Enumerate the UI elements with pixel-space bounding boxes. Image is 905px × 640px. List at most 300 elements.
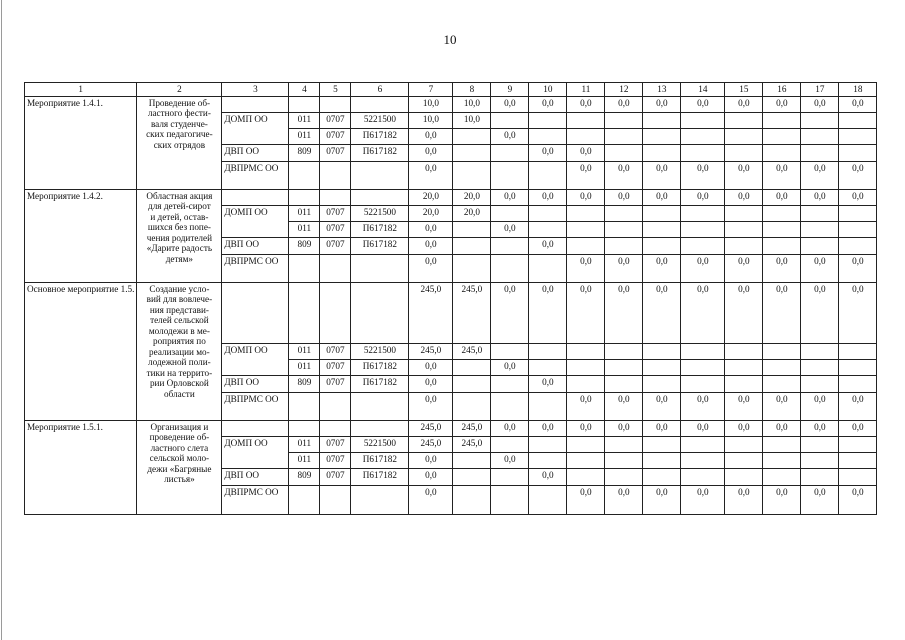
value-cell-c11 (567, 112, 605, 128)
code-cell-c5: 0707 (320, 343, 351, 359)
value-cell-c18 (839, 343, 877, 359)
value-cell-c7: 0,0 (409, 221, 453, 237)
value-cell-c8 (453, 392, 491, 420)
value-cell-c7: 20,0 (409, 205, 453, 221)
value-cell-c13: 0,0 (643, 96, 681, 112)
description-line: дежи «Багряные (147, 463, 212, 474)
description-line: области (164, 388, 195, 399)
value-cell-c17: 0,0 (801, 420, 839, 436)
value-cell-c10: 0,0 (529, 375, 567, 392)
value-cell-c9 (491, 112, 529, 128)
code-cell-c5: 0707 (320, 237, 351, 254)
code-cell-c4: 011 (289, 221, 320, 237)
value-cell-c10 (529, 112, 567, 128)
value-cell-c15: 0,0 (725, 485, 763, 514)
value-cell-c16 (763, 144, 801, 161)
description-line: вий для вовлече- (146, 294, 213, 304)
column-header-2: 2 (137, 83, 222, 97)
value-cell-c16: 0,0 (763, 189, 801, 205)
code-cell-c4: 011 (289, 452, 320, 468)
code-cell-c6 (351, 96, 409, 112)
value-cell-c9 (491, 468, 529, 485)
value-cell-c17 (801, 221, 839, 237)
value-cell-c15 (725, 112, 763, 128)
value-cell-c11: 0,0 (567, 96, 605, 112)
value-cell-c16: 0,0 (763, 254, 801, 282)
executor-cell (222, 189, 289, 205)
executor-cell: ДОМП ОО (222, 205, 289, 237)
executor-cell: ДВП ОО (222, 144, 289, 161)
code-cell-c5: 0707 (320, 144, 351, 161)
value-cell-c9 (491, 254, 529, 282)
column-header-9: 9 (491, 83, 529, 97)
description-line: ния представи- (149, 304, 209, 315)
column-header-15: 15 (725, 83, 763, 97)
value-cell-c9 (491, 392, 529, 420)
value-cell-c14: 0,0 (681, 189, 725, 205)
value-cell-c13: 0,0 (643, 161, 681, 189)
code-cell-c6: П617182 (351, 128, 409, 144)
value-cell-c15: 0,0 (725, 392, 763, 420)
value-cell-c17 (801, 205, 839, 221)
value-cell-c15 (725, 221, 763, 237)
value-cell-c8: 245,0 (453, 282, 491, 343)
code-cell-c6: 5221500 (351, 436, 409, 452)
column-header-12: 12 (605, 83, 643, 97)
value-cell-c14: 0,0 (681, 420, 725, 436)
description-line: листья» (164, 474, 195, 484)
value-cell-c12 (605, 452, 643, 468)
value-cell-c13: 0,0 (643, 392, 681, 420)
measure-id-text: Основное мероприятие 1.5. (27, 283, 135, 294)
code-cell-c6: 5221500 (351, 205, 409, 221)
value-cell-c11 (567, 343, 605, 359)
measure-description (137, 96, 222, 189)
value-cell-c8 (453, 144, 491, 161)
value-cell-c7: 10,0 (409, 96, 453, 112)
code-cell-c5 (320, 254, 351, 282)
value-cell-c9: 0,0 (491, 96, 529, 112)
value-cell-c12 (605, 343, 643, 359)
value-cell-c12: 0,0 (605, 282, 643, 343)
description-line: проведение об- (149, 432, 210, 442)
value-cell-c18 (839, 375, 877, 392)
value-cell-c17: 0,0 (801, 96, 839, 112)
value-cell-c8: 245,0 (453, 420, 491, 436)
value-cell-c13 (643, 205, 681, 221)
value-cell-c13 (643, 237, 681, 254)
value-cell-c9: 0,0 (491, 221, 529, 237)
value-cell-c9: 0,0 (491, 282, 529, 343)
code-cell-c5: 0707 (320, 359, 351, 375)
description-line: «Дарите радость (146, 243, 213, 253)
code-cell-c5: 0707 (320, 452, 351, 468)
measure-id-text: Мероприятие 1.5.1. (27, 421, 103, 432)
value-cell-c11: 0,0 (567, 282, 605, 343)
value-cell-c13: 0,0 (643, 189, 681, 205)
code-cell-c6 (351, 420, 409, 436)
code-cell-c6: 5221500 (351, 343, 409, 359)
column-header-8: 8 (453, 83, 491, 97)
value-cell-c14 (681, 468, 725, 485)
value-cell-c12 (605, 144, 643, 161)
value-cell-c14 (681, 128, 725, 144)
column-header-5: 5 (320, 83, 351, 97)
value-cell-c15 (725, 128, 763, 144)
value-cell-c12: 0,0 (605, 96, 643, 112)
value-cell-c14 (681, 343, 725, 359)
value-cell-c17 (801, 375, 839, 392)
value-cell-c7: 20,0 (409, 189, 453, 205)
value-cell-c17 (801, 359, 839, 375)
table-row (25, 282, 877, 343)
executor-cell: ДВП ОО (222, 375, 289, 392)
value-cell-c15 (725, 144, 763, 161)
value-cell-c11 (567, 436, 605, 452)
code-cell-c5: 0707 (320, 221, 351, 237)
code-cell-c6: П617182 (351, 452, 409, 468)
value-cell-c15 (725, 436, 763, 452)
value-cell-c14: 0,0 (681, 282, 725, 343)
value-cell-c8: 20,0 (453, 205, 491, 221)
value-cell-c11 (567, 237, 605, 254)
value-cell-c8: 10,0 (453, 96, 491, 112)
value-cell-c14: 0,0 (681, 485, 725, 514)
value-cell-c17: 0,0 (801, 282, 839, 343)
value-cell-c14 (681, 221, 725, 237)
column-header-14: 14 (681, 83, 725, 97)
description-line: Создание усло- (149, 283, 210, 294)
code-cell-c5: 0707 (320, 128, 351, 144)
value-cell-c7: 0,0 (409, 254, 453, 282)
value-cell-c10: 0,0 (529, 96, 567, 112)
value-cell-c18 (839, 237, 877, 254)
value-cell-c12 (605, 205, 643, 221)
value-cell-c9 (491, 205, 529, 221)
budget-table (24, 82, 877, 515)
value-cell-c15: 0,0 (725, 161, 763, 189)
code-cell-c4 (289, 189, 320, 205)
value-cell-c16 (763, 112, 801, 128)
column-header-18: 18 (839, 83, 877, 97)
value-cell-c12 (605, 359, 643, 375)
value-cell-c10 (529, 452, 567, 468)
table-row (25, 189, 877, 205)
code-cell-c5: 0707 (320, 112, 351, 128)
value-cell-c10 (529, 221, 567, 237)
value-cell-c8: 10,0 (453, 112, 491, 128)
value-cell-c15 (725, 359, 763, 375)
value-cell-c9: 0,0 (491, 189, 529, 205)
value-cell-c15 (725, 452, 763, 468)
description-line: Организация и (150, 421, 209, 432)
value-cell-c17: 0,0 (801, 392, 839, 420)
value-cell-c9: 0,0 (491, 452, 529, 468)
value-cell-c11 (567, 128, 605, 144)
value-cell-c17: 0,0 (801, 485, 839, 514)
value-cell-c8: 245,0 (453, 436, 491, 452)
value-cell-c15 (725, 237, 763, 254)
value-cell-c8 (453, 237, 491, 254)
value-cell-c10 (529, 128, 567, 144)
value-cell-c8 (453, 254, 491, 282)
code-cell-c6 (351, 392, 409, 420)
value-cell-c13 (643, 452, 681, 468)
value-cell-c16 (763, 468, 801, 485)
value-cell-c9 (491, 375, 529, 392)
measure-id-text: Мероприятие 1.4.2. (27, 190, 103, 201)
code-cell-c6 (351, 189, 409, 205)
value-cell-c14: 0,0 (681, 96, 725, 112)
code-cell-c6 (351, 161, 409, 189)
measure-id-text: Мероприятие 1.4.1. (27, 97, 103, 108)
value-cell-c14 (681, 237, 725, 254)
code-cell-c5: 0707 (320, 436, 351, 452)
value-cell-c9 (491, 436, 529, 452)
code-cell-c5 (320, 161, 351, 189)
executor-cell: ДОМП ОО (222, 112, 289, 144)
value-cell-c9 (491, 161, 529, 189)
value-cell-c18: 0,0 (839, 96, 877, 112)
value-cell-c9 (491, 237, 529, 254)
value-cell-c18 (839, 144, 877, 161)
value-cell-c10: 0,0 (529, 144, 567, 161)
value-cell-c10 (529, 343, 567, 359)
column-header-3: 3 (222, 83, 289, 97)
value-cell-c9 (491, 343, 529, 359)
code-cell-c4 (289, 254, 320, 282)
value-cell-c10 (529, 205, 567, 221)
executor-cell: ДОМП ОО (222, 436, 289, 468)
value-cell-c7: 0,0 (409, 452, 453, 468)
value-cell-c17 (801, 343, 839, 359)
value-cell-c12 (605, 237, 643, 254)
value-cell-c16 (763, 359, 801, 375)
executor-cell: ДВПРМС ОО (222, 485, 289, 514)
value-cell-c16: 0,0 (763, 161, 801, 189)
value-cell-c11 (567, 452, 605, 468)
executor-cell (222, 420, 289, 436)
value-cell-c17 (801, 468, 839, 485)
description-line: шихся без попе- (147, 222, 211, 232)
value-cell-c15: 0,0 (725, 96, 763, 112)
value-cell-c12 (605, 436, 643, 452)
value-cell-c11: 0,0 (567, 420, 605, 436)
measure-id (25, 96, 137, 189)
page-binding-line (1, 0, 2, 640)
value-cell-c16: 0,0 (763, 282, 801, 343)
value-cell-c7: 245,0 (409, 343, 453, 359)
value-cell-c18: 0,0 (839, 189, 877, 205)
code-cell-c6: П617182 (351, 468, 409, 485)
code-cell-c6: 5221500 (351, 112, 409, 128)
description-line: ластного фести- (147, 108, 211, 118)
value-cell-c8 (453, 161, 491, 189)
code-cell-c5 (320, 420, 351, 436)
value-cell-c13 (643, 359, 681, 375)
value-cell-c13 (643, 221, 681, 237)
value-cell-c18: 0,0 (839, 161, 877, 189)
value-cell-c17 (801, 112, 839, 128)
value-cell-c18: 0,0 (839, 254, 877, 282)
value-cell-c16 (763, 343, 801, 359)
value-cell-c9 (491, 144, 529, 161)
code-cell-c5 (320, 189, 351, 205)
value-cell-c7: 0,0 (409, 128, 453, 144)
value-cell-c16 (763, 237, 801, 254)
value-cell-c18 (839, 128, 877, 144)
value-cell-c13: 0,0 (643, 282, 681, 343)
header-row (25, 83, 877, 97)
executor-cell: ДВПРМС ОО (222, 392, 289, 420)
value-cell-c12 (605, 128, 643, 144)
value-cell-c15 (725, 375, 763, 392)
value-cell-c18 (839, 359, 877, 375)
value-cell-c7: 245,0 (409, 420, 453, 436)
value-cell-c12: 0,0 (605, 189, 643, 205)
table-row (25, 420, 877, 436)
value-cell-c10 (529, 359, 567, 375)
value-cell-c11: 0,0 (567, 189, 605, 205)
value-cell-c18: 0,0 (839, 420, 877, 436)
description-line: телей сельской (150, 315, 209, 325)
description-line: Проведение об- (148, 97, 211, 108)
value-cell-c11: 0,0 (567, 485, 605, 514)
value-cell-c10: 0,0 (529, 282, 567, 343)
description-line: ских отрядов (153, 139, 206, 150)
value-cell-c16 (763, 452, 801, 468)
code-cell-c6: П617182 (351, 144, 409, 161)
measure-description (137, 189, 222, 282)
code-cell-c5 (320, 485, 351, 514)
value-cell-c7: 0,0 (409, 144, 453, 161)
value-cell-c7: 0,0 (409, 359, 453, 375)
value-cell-c7: 10,0 (409, 112, 453, 128)
value-cell-c11: 0,0 (567, 254, 605, 282)
value-cell-c18 (839, 112, 877, 128)
column-header-17: 17 (801, 83, 839, 97)
description-line: для детей-сирот (148, 201, 211, 211)
code-cell-c4: 011 (289, 359, 320, 375)
value-cell-c8 (453, 452, 491, 468)
value-cell-c8 (453, 485, 491, 514)
description-line: молодежи в ме- (148, 325, 210, 336)
value-cell-c15 (725, 205, 763, 221)
code-cell-c4 (289, 282, 320, 343)
value-cell-c10 (529, 436, 567, 452)
description-line: лодежной поли- (148, 357, 211, 367)
value-cell-c17 (801, 128, 839, 144)
code-cell-c4: 011 (289, 436, 320, 452)
value-cell-c17: 0,0 (801, 161, 839, 189)
code-cell-c6: П617182 (351, 237, 409, 254)
value-cell-c15 (725, 468, 763, 485)
value-cell-c8 (453, 128, 491, 144)
value-cell-c18 (839, 452, 877, 468)
value-cell-c16: 0,0 (763, 96, 801, 112)
value-cell-c17 (801, 436, 839, 452)
value-cell-c14 (681, 452, 725, 468)
value-cell-c12: 0,0 (605, 392, 643, 420)
value-cell-c11: 0,0 (567, 144, 605, 161)
value-cell-c12: 0,0 (605, 420, 643, 436)
value-cell-c16: 0,0 (763, 485, 801, 514)
value-cell-c16: 0,0 (763, 392, 801, 420)
executor-cell: ДВП ОО (222, 468, 289, 485)
code-cell-c6: П617182 (351, 221, 409, 237)
code-cell-c4: 011 (289, 205, 320, 221)
code-cell-c4 (289, 420, 320, 436)
code-cell-c5 (320, 282, 351, 343)
code-cell-c5: 0707 (320, 375, 351, 392)
description-line: ских педагогиче- (146, 129, 213, 139)
value-cell-c7: 0,0 (409, 375, 453, 392)
value-cell-c8 (453, 375, 491, 392)
value-cell-c9 (491, 485, 529, 514)
value-cell-c14: 0,0 (681, 161, 725, 189)
value-cell-c12 (605, 468, 643, 485)
value-cell-c17: 0,0 (801, 254, 839, 282)
code-cell-c6 (351, 254, 409, 282)
value-cell-c10 (529, 392, 567, 420)
value-cell-c18 (839, 468, 877, 485)
column-header-11: 11 (567, 83, 605, 97)
code-cell-c5 (320, 392, 351, 420)
value-cell-c14 (681, 112, 725, 128)
value-cell-c12: 0,0 (605, 254, 643, 282)
value-cell-c14 (681, 144, 725, 161)
description-line: роприятия по (152, 336, 206, 346)
value-cell-c16 (763, 221, 801, 237)
value-cell-c16: 0,0 (763, 420, 801, 436)
column-header-6: 6 (351, 83, 409, 97)
value-cell-c9: 0,0 (491, 359, 529, 375)
value-cell-c13 (643, 128, 681, 144)
value-cell-c17 (801, 452, 839, 468)
value-cell-c18: 0,0 (839, 392, 877, 420)
code-cell-c4: 809 (289, 144, 320, 161)
code-cell-c6: П617182 (351, 359, 409, 375)
value-cell-c10: 0,0 (529, 420, 567, 436)
value-cell-c14: 0,0 (681, 254, 725, 282)
value-cell-c17: 0,0 (801, 189, 839, 205)
measure-id (25, 189, 137, 282)
value-cell-c9: 0,0 (491, 420, 529, 436)
value-cell-c7: 0,0 (409, 161, 453, 189)
value-cell-c12: 0,0 (605, 161, 643, 189)
value-cell-c8 (453, 221, 491, 237)
code-cell-c4 (289, 485, 320, 514)
code-cell-c6 (351, 485, 409, 514)
measure-id (25, 420, 137, 514)
value-cell-c14 (681, 205, 725, 221)
description-line: Областная акция (146, 190, 213, 201)
value-cell-c16 (763, 128, 801, 144)
value-cell-c10 (529, 254, 567, 282)
measure-id (25, 282, 137, 420)
value-cell-c7: 245,0 (409, 282, 453, 343)
measure-description (137, 282, 222, 420)
value-cell-c8 (453, 359, 491, 375)
value-cell-c11 (567, 221, 605, 237)
value-cell-c18: 0,0 (839, 485, 877, 514)
executor-cell: ДОМП ОО (222, 343, 289, 375)
value-cell-c13 (643, 436, 681, 452)
value-cell-c12: 0,0 (605, 485, 643, 514)
value-cell-c13 (643, 144, 681, 161)
code-cell-c4: 809 (289, 237, 320, 254)
code-cell-c6 (351, 282, 409, 343)
